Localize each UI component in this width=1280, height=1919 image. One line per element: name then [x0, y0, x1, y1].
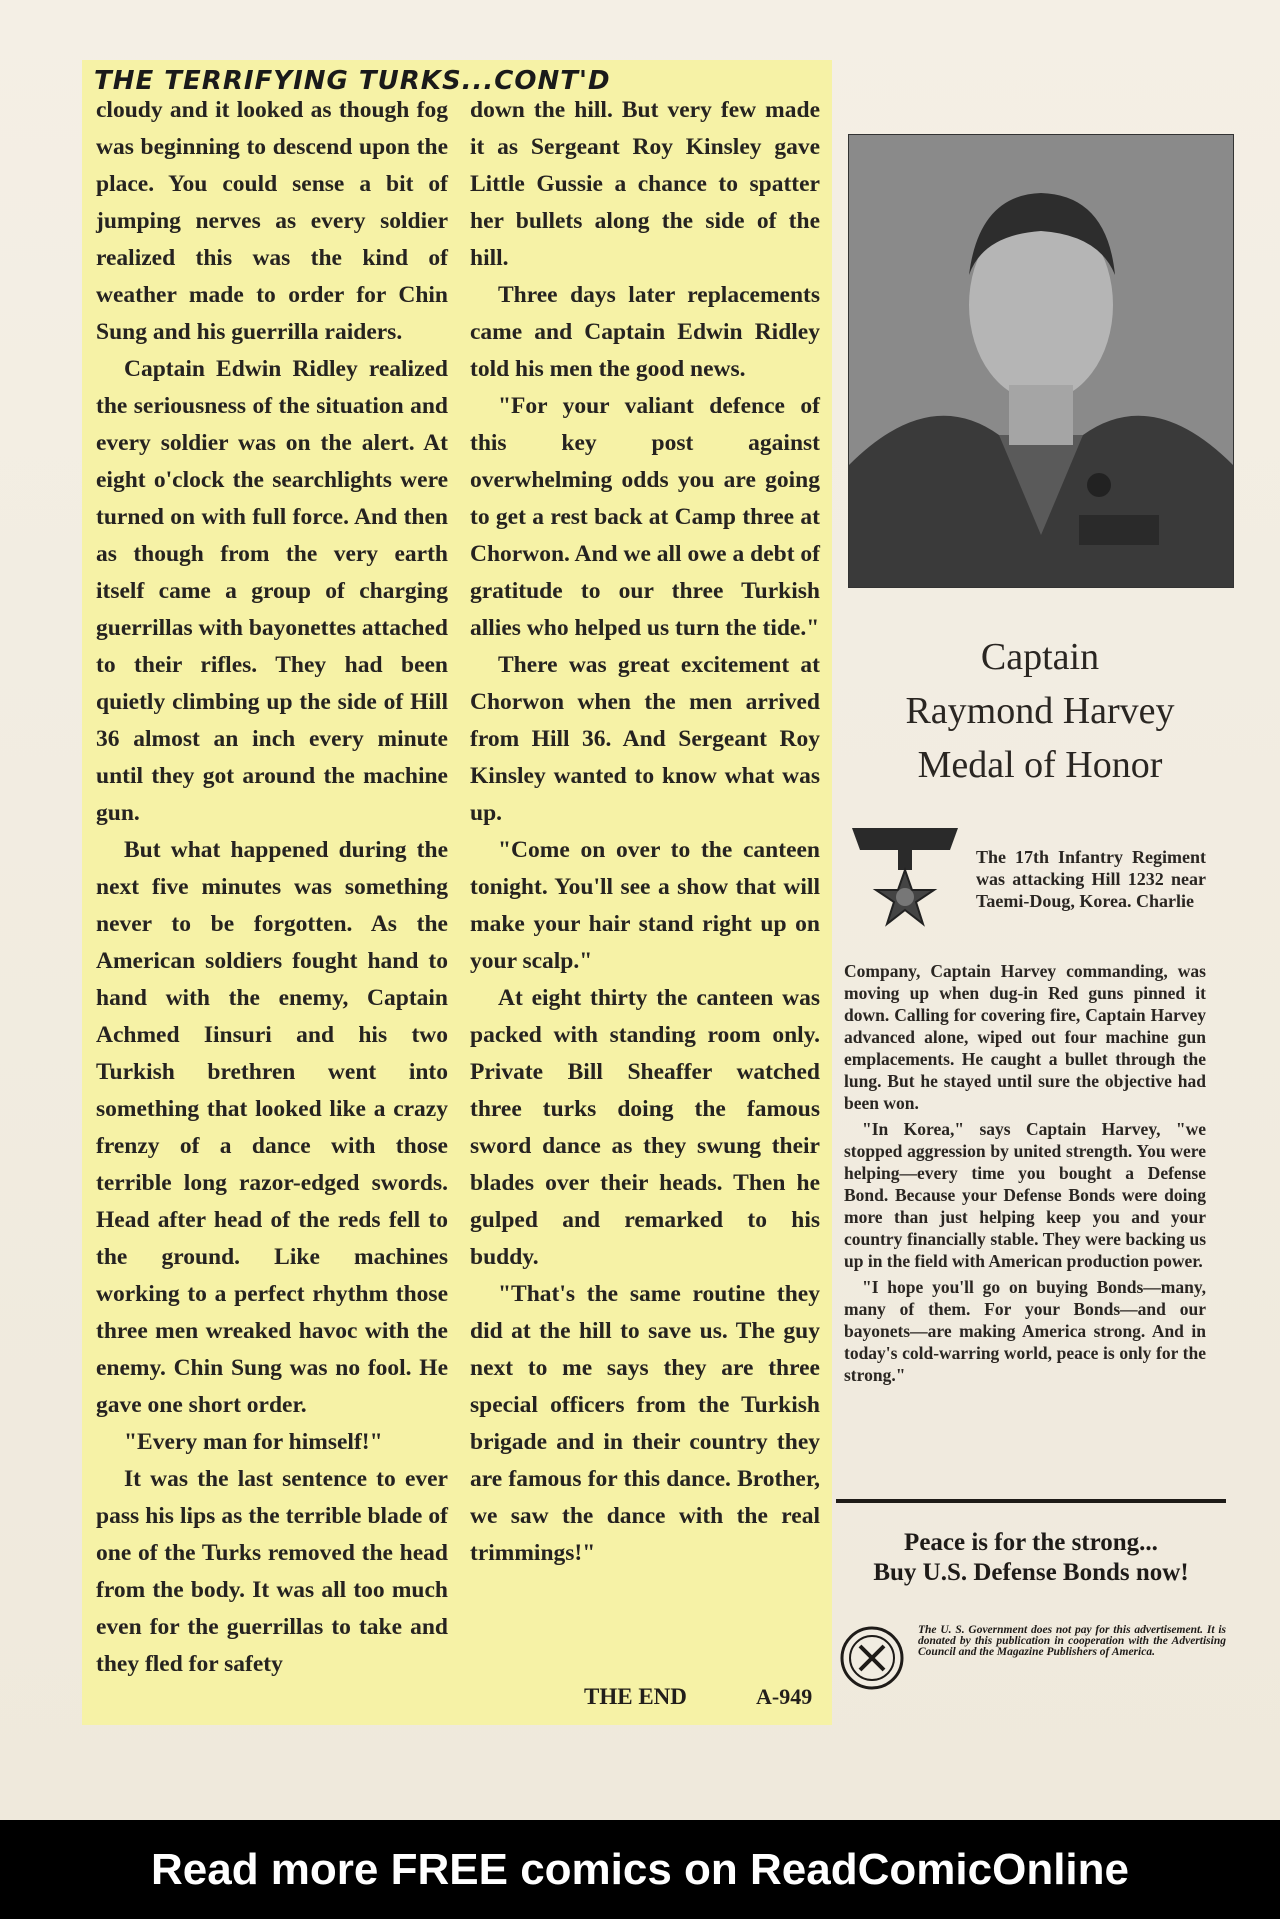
story-paragraph: down the hill. But very few made it as Sergeant Roy Kinsley gave Little Gussie a chance to spatter her bullets along the side of the hill. — [470, 97, 820, 271]
portrait-photo — [848, 134, 1234, 588]
story-code: A-949 — [756, 1684, 813, 1709]
ad-name-line1: Captain — [980, 636, 1100, 678]
medal-of-honor-icon — [846, 818, 964, 932]
ad-slogan — [836, 1528, 1226, 1588]
ad-name-line3: Medal of Honor — [917, 744, 1163, 786]
story-paragraph: There was great excitement at Chorwon when the men arrived from Hill 36. And Sergeant Roy Kinsley wanted to know what was up. — [470, 652, 820, 826]
story-paragraph: But what happened during the next five minutes was something never to be forgotten. As the American soldiers fought hand to hand with the enemy, Captain Achmed Iinsuri and his two Turkish brethren went into something that looked like a crazy frenzy of a dance with those terrible long razor-edged swords. Head after head of the reds fell to the ground. Like machines working to a perfect rhythm those three men wreaked havoc with the enemy. Chin Sung was no fool. He gave one short order. — [96, 837, 448, 1418]
story-paragraph: It was the last sentence to ever pass his lips as the terrible blade of one of the Turks removed the head from the body. It was all too much even for the guerrillas to take and they fled for safety — [96, 1466, 448, 1677]
soldier-portrait-icon — [849, 135, 1233, 587]
ad-disclaimer: The U. S. Government does not pay for this advertisement. It is donated by this publication in cooperation with the Advertising Council and the Magazine Publishers of America. — [918, 1624, 1226, 1658]
the-end-label: THE END — [584, 1684, 687, 1709]
slogan-line1: Peace is for the strong... — [904, 1529, 1158, 1556]
banner-text[interactable]: Read more FREE comics on ReadComicOnline — [150, 1844, 1129, 1894]
ad-paragraph: Company, Captain Harvey commanding, was moving up when dug-in Red guns pinned it down. Calling for covering fire, Captain Harvey advanced alone, wiped out four machine gun emplacements. He caught a bullet through the lung. But he stayed until sure the objective had been won. — [844, 961, 1206, 1113]
story-paragraph: Three days later replacements came and Captain Edwin Ridley told his men the good news. — [470, 282, 820, 382]
ad-paragraph: "I hope you'll go on buying Bonds—many, many of them. For your Bonds—and our bayonets—are making America strong. And in today's cold-warring world, peace is only for the strong." — [844, 1277, 1206, 1385]
story-paragraph: "For your valiant defence of this key post against overwhelming odds you are going to get a rest back at Camp three at Chorwon. And we all owe a debt of gratitude to our three Turkish allies who helped us turn the tide." — [470, 393, 820, 641]
story-paragraph: cloudy and it looked as though fog was beginning to descend upon the place. You could sense a bit of jumping nerves as every soldier realized this was the kind of weather made to order for Chin Sung and his guerrilla raiders. — [96, 97, 448, 345]
slogan-line2: Buy U.S. Defense Bonds now! — [873, 1559, 1189, 1586]
ad-intro-text: The 17th Infantry Regiment was attacking Hill 1232 near Taemi-Doug, Korea. Charlie — [976, 847, 1206, 911]
promo-banner[interactable] — [0, 1820, 1280, 1919]
ad-body-text — [844, 960, 1206, 1390]
story-paragraph: At eight thirty the canteen was packed with standing room only. Private Bill Sheaffer watched three turks doing the famous sword dance as they swung their blades over their heads. Then he gulped and remarked to his buddy. — [470, 985, 820, 1270]
story-column-right — [470, 92, 820, 1572]
story-paragraph: Captain Edwin Ridley realized the seriousness of the situation and every soldier was on the alert. At eight o'clock the searchlights were turned on with full force. And then as though from the very earth itself came a group of charging guerrillas with bayonettes attached to their rifles. They had been quietly climbing up the side of Hill 36 almost an inch every minute until they got around the machine gun. — [96, 356, 448, 826]
divider — [836, 1499, 1226, 1503]
ad-name-line2: Raymond Harvey — [905, 690, 1175, 732]
story-paragraph: "Every man for himself!" — [124, 1429, 383, 1455]
story-paragraph: "That's the same routine they did at the hill to save us. The guy next to me says they are three special officers from the Turkish brigade and in their country they are famous for this dance. Brother, we saw the dance with the real trimmings!" — [470, 1281, 820, 1566]
ad-paragraph: "In Korea," says Captain Harvey, "we stopped aggression by united strength. You were helping—every time you bought a Defense Bond. Because your Defense Bonds were doing more than just helping keep you and your country financially stable. They were backing us up in the field with American production power. — [844, 1119, 1206, 1271]
story-paragraph: "Come on over to the canteen tonight. You'll see a show that will make your hair stand right up on your scalp." — [470, 837, 820, 974]
advertising-council-seal-icon — [840, 1626, 904, 1690]
story-title: THE TERRIFYING TURKS...CONT'D — [94, 66, 611, 96]
story-column-left — [96, 92, 448, 1683]
